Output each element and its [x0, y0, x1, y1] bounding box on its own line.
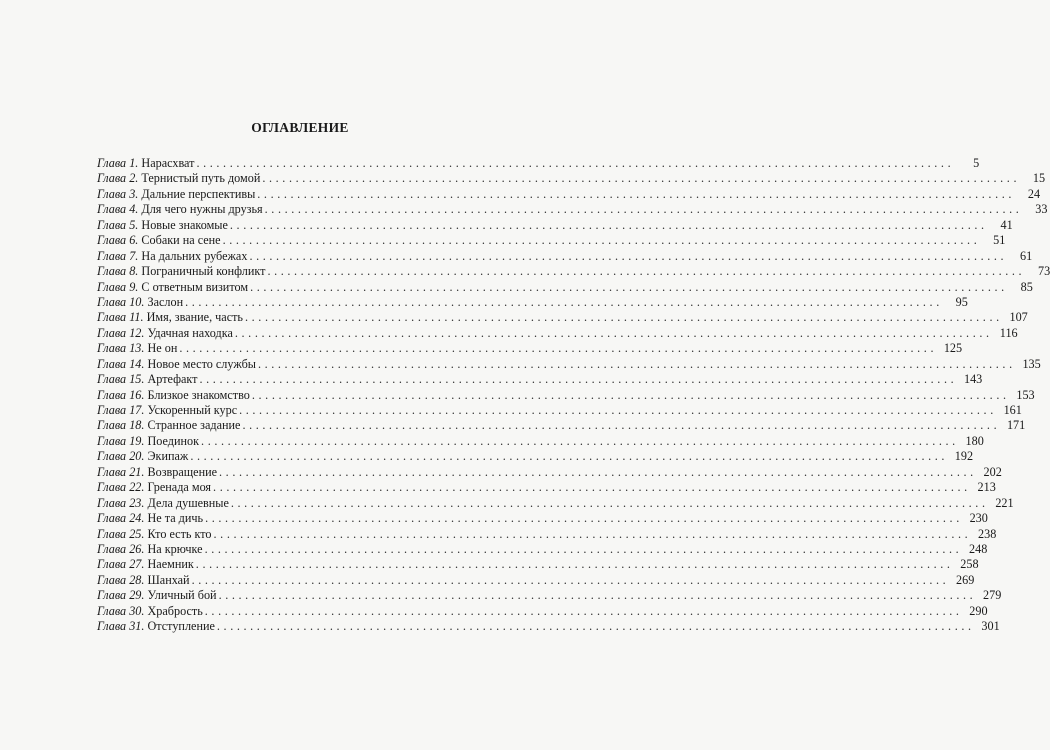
- page-number: 15: [1032, 171, 1046, 186]
- toc-entry-8: [97, 264, 1050, 279]
- toc-entry-15: [97, 372, 983, 387]
- dot-leader: ..................................................................................................................: [179, 341, 938, 356]
- chapter-number: Глава 17.: [97, 403, 145, 417]
- chapter-title: Отступление: [147, 619, 215, 634]
- chapter-title: На крючке: [147, 541, 203, 556]
- chapter-number: Глава 5.: [97, 217, 139, 232]
- dot-leader: ..................................................................................................................: [229, 217, 988, 232]
- toc-entry-2: [97, 171, 1046, 186]
- page-number: 107: [1009, 310, 1028, 325]
- chapter-number: Глава 14.: [97, 356, 145, 371]
- chapter-number: Глава 2.: [97, 171, 139, 186]
- page-number: 41: [1000, 217, 1013, 232]
- chapter-title: Нарасхват: [141, 156, 195, 170]
- chapter-title: Артефакт: [147, 372, 198, 387]
- toc-entry-12: [97, 325, 1018, 341]
- chapter-number: Глава 22.: [97, 480, 145, 495]
- dot-leader: ..................................................................................................................: [213, 526, 972, 541]
- chapter-title: Гренада моя: [147, 480, 212, 495]
- page-number: 248: [969, 541, 988, 556]
- chapter-title: Новое место службы: [147, 356, 256, 371]
- page-number: 153: [1016, 387, 1035, 402]
- chapter-title: Шанхай: [147, 572, 190, 587]
- page-number: 135: [1022, 356, 1041, 371]
- chapter-number: Глава 3.: [97, 186, 139, 201]
- chapter-number: Глава 12.: [97, 325, 145, 340]
- dot-leader: ..................................................................................................................: [267, 264, 1026, 279]
- chapter-number: Глава 27.: [97, 557, 145, 572]
- chapter-title: Экипаж: [147, 449, 189, 464]
- chapter-title: Возвращение: [147, 464, 218, 479]
- dot-leader: ..................................................................................................................: [196, 156, 955, 170]
- dot-leader: ..................................................................................................................: [204, 603, 963, 618]
- page-number: 192: [954, 449, 974, 464]
- chapter-number: Глава 28.: [97, 572, 145, 587]
- chapter-number: Глава 31.: [97, 619, 145, 634]
- page-number: 301: [981, 619, 1000, 634]
- toc-entry-28: [97, 572, 975, 588]
- toc-entry-10: [97, 294, 968, 310]
- dot-leader: ..................................................................................................................: [230, 495, 989, 510]
- chapter-title: Близкое знакомство: [147, 387, 250, 402]
- chapter-number: Глава 21.: [97, 464, 145, 479]
- toc-entry-16: [97, 387, 1035, 403]
- chapter-number: Глава 19.: [97, 433, 145, 448]
- dot-leader: ..................................................................................................................: [205, 511, 963, 526]
- chapter-title: Поединок: [147, 433, 200, 448]
- page-number: 202: [983, 464, 1002, 479]
- dot-leader: ..................................................................................................................: [216, 619, 975, 634]
- page-number: 180: [965, 433, 984, 448]
- toc-entry-6: [97, 233, 1006, 248]
- page-number: 269: [956, 572, 975, 587]
- page-number: 125: [943, 341, 963, 356]
- dot-leader: ..................................................................................................................: [204, 541, 963, 556]
- chapter-title: Дальние перспективы: [141, 186, 256, 201]
- page-number: 51: [993, 233, 1006, 248]
- chapter-title: Для чего нужны друзья: [141, 202, 263, 217]
- page-number: 24: [1027, 186, 1041, 201]
- chapter-title: Наемник: [147, 557, 194, 572]
- dot-leader: ..................................................................................................................: [213, 480, 971, 495]
- chapter-title: Имя, звание, часть: [146, 310, 243, 325]
- page-number: 213: [977, 480, 996, 495]
- chapter-number: Глава 24.: [97, 511, 145, 526]
- toc-entry-20: [97, 449, 974, 464]
- toc-entry-5: [97, 217, 1013, 233]
- toc-title: ОГЛАВЛЕНИЕ: [251, 120, 349, 135]
- page-number: 5: [973, 156, 980, 170]
- page-number: 143: [963, 372, 983, 387]
- chapter-number: Глава 15.: [97, 372, 145, 387]
- dot-leader: ..................................................................................................................: [190, 449, 949, 464]
- chapter-number: Глава 11.: [97, 310, 144, 325]
- chapter-title: Кто есть кто: [147, 526, 212, 541]
- toc-entry-29: [97, 588, 1002, 603]
- chapter-number: Глава 30.: [97, 603, 145, 618]
- page-number: 33: [1035, 202, 1048, 217]
- chapter-number: Глава 9.: [97, 279, 139, 294]
- toc-entry-11: [97, 310, 1028, 325]
- page-number: 61: [1020, 248, 1033, 263]
- dot-leader: ..................................................................................................................: [249, 248, 1008, 263]
- toc-entry-3: [97, 186, 1041, 202]
- chapter-number: Глава 13.: [97, 341, 145, 356]
- dot-leader: ..................................................................................................................: [245, 310, 1003, 325]
- toc-entry-13: [97, 341, 963, 356]
- chapter-title: Собаки на сене: [141, 233, 221, 248]
- toc-entry-1: [97, 156, 980, 171]
- chapter-title: Не он: [147, 341, 178, 356]
- toc-list: [97, 156, 1050, 635]
- toc-entry-31: [97, 619, 1000, 634]
- chapter-title: Дела душевные: [147, 495, 229, 510]
- toc-entry-19: [97, 433, 984, 449]
- dot-leader: ..................................................................................................................: [195, 557, 954, 572]
- chapter-title: Пограничный конфликт: [141, 264, 266, 279]
- toc-entry-17: [97, 403, 1022, 418]
- chapter-title: Заслон: [147, 294, 184, 309]
- dot-leader: ..................................................................................................................: [250, 279, 1008, 294]
- dot-leader: ..................................................................................................................: [218, 588, 977, 603]
- dot-leader: ..................................................................................................................: [262, 171, 1021, 186]
- page-number: 238: [978, 526, 997, 541]
- page-number: 85: [1020, 279, 1033, 294]
- toc-entry-18: [97, 418, 1026, 433]
- dot-leader: ..................................................................................................................: [239, 403, 997, 417]
- chapter-number: Глава 1.: [97, 156, 139, 170]
- page-number: 171: [1006, 418, 1026, 433]
- dot-leader: ..................................................................................................................: [251, 387, 1010, 402]
- chapter-title: Странное задание: [147, 418, 241, 433]
- page-number: 221: [995, 495, 1014, 510]
- page-number: 161: [1003, 403, 1022, 417]
- chapter-title: Новые знакомые: [141, 217, 228, 232]
- chapter-title: Уличный бой: [147, 588, 217, 603]
- chapter-number: Глава 4.: [97, 202, 139, 217]
- dot-leader: ..................................................................................................................: [257, 356, 1016, 371]
- dot-leader: ..................................................................................................................: [201, 433, 959, 448]
- chapter-title: С ответным визитом: [141, 279, 249, 294]
- dot-leader: ..................................................................................................................: [185, 294, 943, 309]
- toc-entry-24: [97, 511, 988, 526]
- toc-entry-23: [97, 495, 1014, 511]
- toc-entry-22: [97, 480, 996, 495]
- chapter-number: Глава 16.: [97, 387, 145, 402]
- toc-entry-25: [97, 526, 997, 542]
- dot-leader: ..................................................................................................................: [191, 572, 950, 587]
- toc-entry-14: [97, 356, 1041, 372]
- toc-entry-9: [97, 279, 1033, 295]
- dot-leader: ..................................................................................................................: [199, 372, 958, 387]
- chapter-number: Глава 20.: [97, 449, 145, 464]
- page-number: 258: [960, 557, 979, 572]
- chapter-number: Глава 29.: [97, 588, 145, 603]
- dot-leader: ..................................................................................................................: [222, 233, 981, 248]
- chapter-number: Глава 6.: [97, 233, 139, 248]
- toc-entry-30: [97, 603, 988, 619]
- toc-entry-27: [97, 557, 979, 572]
- page-number: 73: [1038, 264, 1050, 279]
- page-number: 230: [969, 511, 988, 526]
- dot-leader: ..................................................................................................................: [219, 464, 977, 479]
- toc-entry-26: [97, 541, 988, 557]
- chapter-number: Глава 25.: [97, 526, 145, 541]
- chapter-number: Глава 18.: [97, 418, 145, 433]
- chapter-number: Глава 23.: [97, 495, 145, 510]
- chapter-number: Глава 26.: [97, 541, 145, 556]
- dot-leader: ..................................................................................................................: [257, 186, 1016, 201]
- toc-entry-21: [97, 464, 1002, 480]
- chapter-title: Удачная находка: [147, 325, 233, 340]
- page-number: 95: [955, 294, 968, 309]
- dot-leader: ..................................................................................................................: [234, 325, 993, 340]
- toc-entry-4: [97, 202, 1048, 217]
- chapter-title: Не та дичь: [147, 511, 204, 526]
- chapter-title: Храбрость: [147, 603, 203, 618]
- dot-leader: ..................................................................................................................: [264, 202, 1023, 217]
- chapter-title: На дальних рубежах: [141, 248, 248, 263]
- dot-leader: ..................................................................................................................: [242, 418, 1001, 433]
- chapter-number: Глава 7.: [97, 248, 139, 263]
- page-number: 116: [999, 325, 1018, 340]
- toc-entry-7: [97, 248, 1033, 264]
- chapter-title: Тернистый путь домой: [141, 171, 261, 186]
- page-number: 279: [983, 588, 1002, 603]
- page-number: 290: [969, 603, 988, 618]
- chapter-number: Глава 10.: [97, 294, 145, 309]
- chapter-title: Ускоренный курс: [147, 403, 238, 417]
- chapter-number: Глава 8.: [97, 264, 139, 279]
